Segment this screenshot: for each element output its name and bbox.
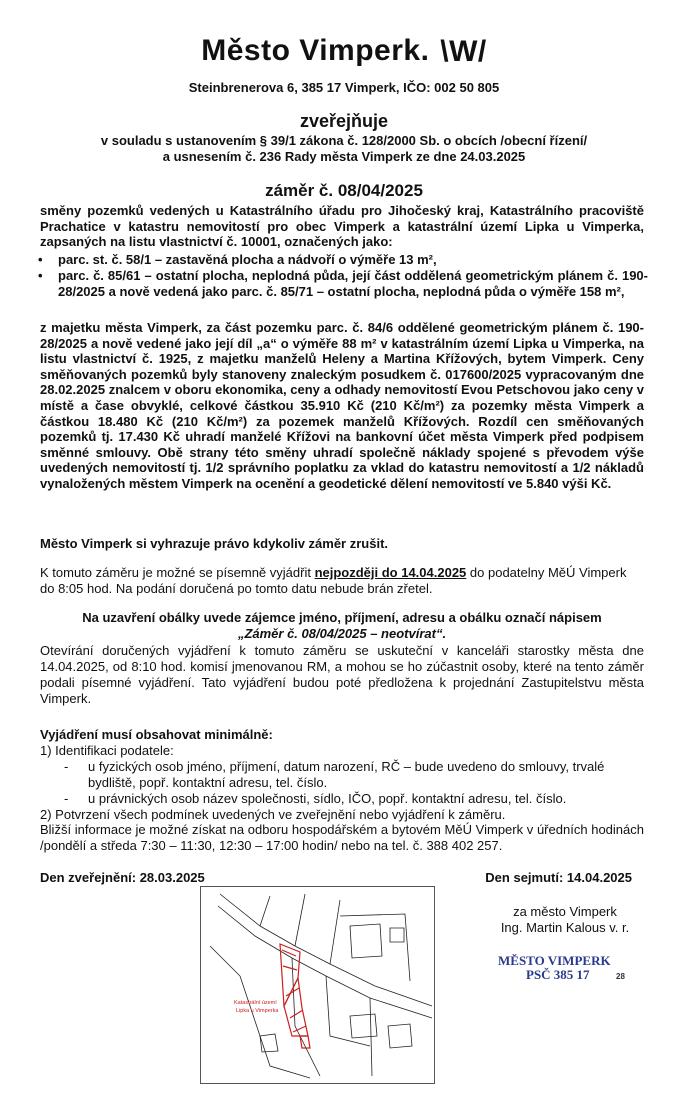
intent-title: záměr č. 08/04/2025 bbox=[265, 181, 423, 200]
envelope-line-2: „Záměr č. 08/04/2025 – neotvírat“. bbox=[237, 626, 447, 641]
requirement-item-1: 1) Identifikaci podatele: bbox=[40, 743, 174, 758]
city-stamp bbox=[498, 954, 648, 982]
office-address: Steinbrenerova 6, 385 17 Vimperk, IČO: 002 50 805 bbox=[188, 80, 500, 95]
dash-marker: - bbox=[64, 791, 69, 806]
city-name: Město Vimperk. bbox=[201, 34, 430, 67]
requirement-sub-1 bbox=[40, 759, 644, 791]
intent-paragraph-2: z majetku města Vimperk, za část pozemku parc. č. 84/6 oddělené geometrickým plánem č. 190-28/2025 a nově vedené jako její díl „a“ o výměře 88 m² v katastrálním území Lipka u Vimperka, na listu vlastnictví č. 1925, z majetku manželů Heleny a Martina Křížových, bytem Vimperk. Ceny směňovaných pozemků byly stanoveny znaleckým posudkem č. 017600/2025 vypracovaným dne 28.02.2025 znalcem v oboru ekonomika, ceny a odhady nemovitostí Evou Petschovou jako ceny v místě a čase obvyklé, celkové částkou 35.910 Kč (210 Kč/m²) za pozemky města Vimperk a částkou 18.480 Kč (210 Kč/m²) za pozemek manželů Křížových. Rozdíl cen směňovaných pozemků tj. 17.430 Kč uhradí manželé Křížovi na bankovní účet města Vimperk před podpisem směnné smlouvy. Obě strany této směny uhradí společně náklady spojené s převodem výše uvedených nemovitostí tj. 1/2 správního poplatku za vklad do katastru nemovitostí a 1/2 nákladů vynaložených městem Vimperk na ocenění a geodetické dělení nemovitostí ve 5.840 výši Kč. bbox=[40, 320, 644, 491]
map-label-line-2: Lipka u Vimperka bbox=[236, 1008, 279, 1014]
map-frame bbox=[201, 887, 435, 1084]
stamp-line-2: PSČ 385 17 bbox=[526, 967, 590, 982]
signature-line-2: Ing. Martin Kalous v. r. bbox=[500, 920, 630, 935]
cadastral-map bbox=[200, 886, 435, 1084]
map-label-line-1: Katastrální území bbox=[234, 1000, 277, 1006]
announcement-verb: zveřejňuje bbox=[299, 111, 389, 131]
parcel-bullet-1-text: parc. st. č. 58/1 – zastavěná plocha a nádvoří o výměře 13 m², bbox=[58, 252, 437, 267]
requirements-heading: Vyjádření musí obsahovat minimálně: bbox=[40, 727, 273, 742]
deadline-before: K tomuto záměru je možné se písemně vyjádřit bbox=[40, 565, 315, 580]
envelope-instruction bbox=[40, 610, 644, 642]
info-paragraph: Bližší informace je možné získat na odboru hospodářském a bytovém MěÚ Vimperk v úředních hodinách /pondělí a středa 7:30 – 11:30, 12:30 – 17:00 hodin/ nebo na tel. č. 388 402 257. bbox=[40, 822, 644, 853]
signature-line-1: za město Vimperk bbox=[513, 904, 617, 919]
dates-row bbox=[40, 870, 632, 885]
deadline-date: nejpozději do 14.04.2025 bbox=[314, 565, 467, 580]
intent-paragraph-3: Město Vimperk si vyhrazuje právo kdykoliv záměr zrušit. bbox=[40, 536, 389, 551]
publication-date: Den zveřejnění: 28.03.2025 bbox=[40, 870, 205, 885]
removal-date: Den sejmutí: 14.04.2025 bbox=[485, 870, 632, 885]
parcel-bullet-2-text: parc. č. 85/61 – ostatní plocha, neplodná půda, její část oddělená geometrickým plánem č. 190-28/2025 a nově vedená jako parc. č. 85/71 – ostatní plocha, neplodná půda o výměře 158 m², bbox=[58, 268, 648, 299]
requirement-sub-2-text: u právnických osob název společnosti, sídlo, IČO, popř. kontaktní adresu, tel. číslo. bbox=[88, 791, 567, 806]
requirement-item-2: 2) Potvrzení všech podmínek uvedených ve zveřejnění nebo vyjádření k záměru. bbox=[40, 807, 506, 822]
dash-marker: - bbox=[64, 759, 69, 774]
intent-paragraph-1: směny pozemků vedených u Katastrálního úřadu pro Jihočeský kraj, Katastrálního pracoviště Prachatice v katastru nemovitostí pro obec Vimperk a katastrální území Lipka u Vimperka, zapsaných na listu vlastnictví č. 10001, označených jako: bbox=[40, 203, 644, 250]
opening-paragraph: Otevírání doručených vyjádření k tomuto záměru se uskuteční v kanceláři starostky města dne 14.04.2025, od 8:10 hod. komisí jmenovanou RM, a mohou se ho zúčastnit osoby, které na tento záměr podali písemné vyjádření. Tato vyjádření budou poté předložena k projednání Zastupitelstvu města Vimperk. bbox=[40, 643, 644, 706]
stamp-number: 28 bbox=[616, 972, 625, 981]
legal-basis-line-1: v souladu s ustanovením § 39/1 zákona č. 128/2000 Sb. o obcích /obecní řízení/ bbox=[100, 133, 588, 148]
parcel-bullet-1 bbox=[38, 252, 648, 268]
bullet-dot-icon: • bbox=[38, 252, 43, 267]
bullet-dot-icon: • bbox=[38, 268, 43, 283]
parcel-bullet-2 bbox=[38, 268, 648, 299]
deadline-after: do podatelny MěÚ Vimperk do 8:05 hod. Na podání doručená po tomto datu nebude brán zřetel. bbox=[40, 565, 627, 596]
requirement-sub-1-text: u fyzických osob jméno, příjmení, datum narození, RČ – bude uvedeno do smlouvy, trvalé bydliště, popř. kontaktní adresu, tel. číslo. bbox=[88, 759, 605, 790]
legal-basis bbox=[0, 133, 688, 165]
legal-basis-line-2: a usnesením č. 236 Rady města Vimperk ze dne 24.03.2025 bbox=[162, 149, 526, 164]
city-logo bbox=[0, 34, 688, 69]
stamp-line-1: MĚSTO VIMPERK bbox=[498, 953, 611, 968]
deadline-paragraph bbox=[40, 565, 644, 597]
signature-block bbox=[480, 904, 650, 936]
envelope-line-1: Na uzavření obálky uvede zájemce jméno, příjmení, adresu a obálku označí nápisem bbox=[82, 610, 602, 625]
city-logo-mark: \W/ bbox=[440, 35, 487, 69]
requirement-sub-2 bbox=[40, 791, 644, 807]
